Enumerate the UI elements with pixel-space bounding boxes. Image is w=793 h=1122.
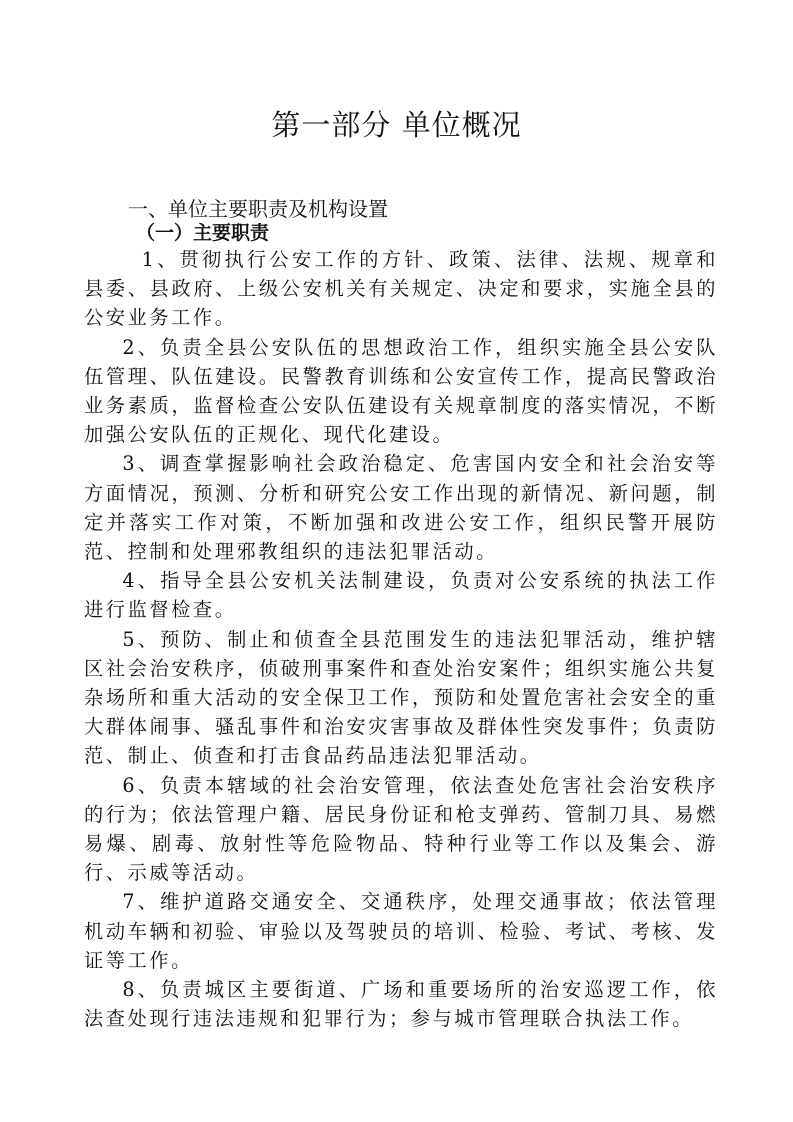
- page-title: 第一部分 单位概况: [271, 108, 522, 142]
- subsection-heading: （一）主要职责: [136, 222, 270, 244]
- paragraph-7: 7、维护道路交通安全、交通秩序，处理交通事故；依法管理机动车辆和初验、审验以及驾驶员的培训、检验、考试、考核、发证等工作。: [84, 890, 718, 972]
- paragraph-1: 1、贯彻执行公安工作的方针、政策、法律、法规、规章和县委、县政府、上级公安机关有关规定、决定和要求，实施全县的公安业务工作。: [84, 248, 718, 330]
- paragraph-5: 5、预防、制止和侦查全县范围发生的违法犯罪活动，维护辖区社会治安秩序，侦破刑事案件和查处治安案件；组织实施公共复杂场所和重大活动的安全保卫工作，预防和处置危害社会安全的重大群体闹事、骚乱事件和治安灾害事故及群体性突发事件；负责防范、制止、侦查和打击食品药品违法犯罪活动。: [84, 627, 718, 768]
- section-heading: 一、单位主要职责及机构设置: [128, 197, 388, 221]
- paragraph-8: 8、负责城区主要街道、广场和重要场所的治安巡逻工作，依法查处现行违法违规和犯罪行为；参与城市管理联合执法工作。: [84, 978, 718, 1031]
- paragraph-6: 6、负责本辖域的社会治安管理，依法查处危害社会治安秩序的行为；依法管理户籍、居民身份证和枪支弹药、管制刀具、易燃易爆、剧毒、放射性等危险物品、特种行业等工作以及集会、游行、示威等活动。: [84, 773, 718, 885]
- body-text: [84, 245, 718, 1033]
- paragraph-4: 4、指导全县公安机关法制建设，负责对公安系统的执法工作进行监督检查。: [84, 569, 718, 622]
- paragraph-3: 3、调查掌握影响社会政治稳定、危害国内安全和社会治安等方面情况，预测、分析和研究公安工作出现的新情况、新问题，制定并落实工作对策，不断加强和改进公安工作，组织民警开展防范、控制和处理邪教组织的违法犯罪活动。: [84, 452, 718, 564]
- paragraph-2: 2、负责全县公安队伍的思想政治工作，组织实施全县公安队伍管理、队伍建设。民警教育训练和公安宣传工作，提高民警政治业务素质，监督检查公安队伍建设有关规章制度的落实情况，不断加强公安队伍的正规化、现代化建设。: [84, 335, 718, 447]
